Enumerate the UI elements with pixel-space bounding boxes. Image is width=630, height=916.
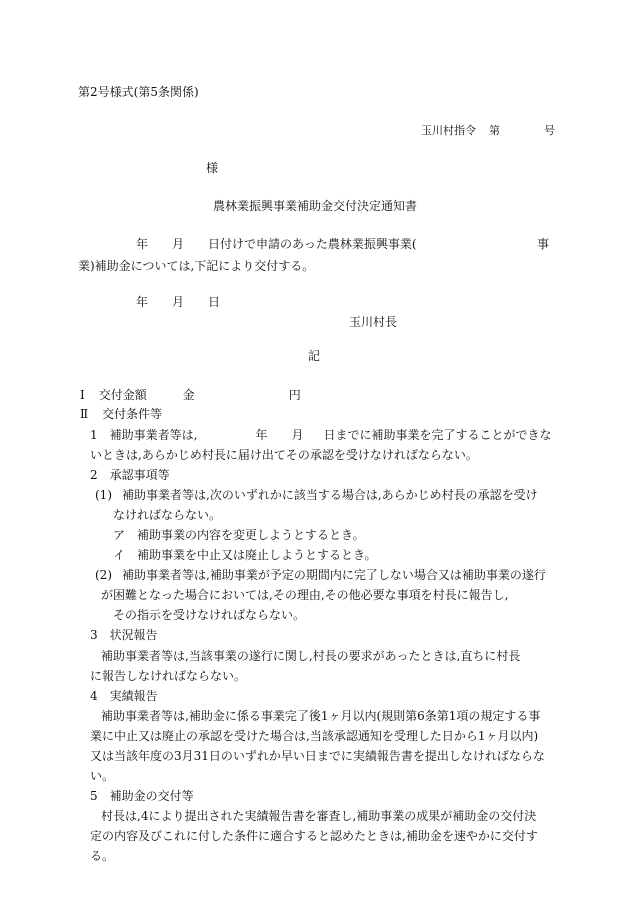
directive-number-line <box>421 121 555 141</box>
intro-month: 月 <box>172 237 185 251</box>
directive-prefix: 玉川村指令 <box>421 124 476 137</box>
item-1-month: 月 <box>291 428 304 442</box>
item-1-line-1 <box>90 425 552 445</box>
item-1-num: 1 <box>90 428 98 442</box>
item-2-p1-line-2: なければならない。 <box>113 508 222 522</box>
item-4-line-2: 業に中止又は廃止の承認を受けた場合は,当該承認通知を受理した日から1ヶ月以内) <box>90 729 539 743</box>
item-4-heading: 4 実績報告 <box>90 689 158 703</box>
item-1-text-a: 補助事業者等は, <box>109 428 198 442</box>
item-4-line-4: い。 <box>90 769 115 783</box>
item-3-line-2: に報告しなければならない。 <box>90 669 247 683</box>
date-month: 月 <box>172 295 185 309</box>
item-2-heading: 2 承認事項等 <box>90 468 170 482</box>
addressee-suffix: 様 <box>206 161 219 175</box>
item-2-p2-line-1 <box>95 565 546 585</box>
intro-jigyo-tail: 事 <box>537 237 550 251</box>
section-2-label: 交付条件等 <box>102 407 163 421</box>
directive-go: 号 <box>544 124 555 137</box>
item-2-p2-line-3: その指示を受けなければならない。 <box>113 608 306 622</box>
intro-line-1 <box>136 234 417 254</box>
item-2-p1-line-1 <box>95 485 538 505</box>
item-1-text-b: 日までに補助事業を完了することができな <box>323 428 552 442</box>
item-3-heading: 3 状況報告 <box>90 628 158 642</box>
section-2-numeral: Ⅱ <box>80 407 89 421</box>
intro-year: 年 <box>136 237 149 251</box>
item-3-line-1: 補助事業者等は,当該事業の遂行に関し,村長の要求があったときは,直ちに村長 <box>101 649 521 663</box>
date-day: 日 <box>208 295 221 309</box>
date-year: 年 <box>136 295 149 309</box>
item-2-p2-num: (2) <box>95 568 112 582</box>
item-5-heading: 5 補助金の交付等 <box>90 789 194 803</box>
intro-line-2: 業)補助金については,下記により交付する。 <box>78 259 315 273</box>
section-1-line <box>80 385 301 405</box>
item-2-p1-num: (1) <box>95 488 112 502</box>
item-4-line-1: 補助事業者等は,補助金に係る事業完了後1ヶ月以内(規則第6条第1項の規定する事 <box>101 709 541 723</box>
item-2-sub-a: ア 補助事業の内容を変更しようとするとき。 <box>113 528 365 542</box>
section-1-label: 交付金額 <box>98 388 147 402</box>
item-5-line-1: 村長は,4により提出された実績報告書を審査し,補助事業の成果が補助金の交付決 <box>101 809 537 823</box>
form-number: 第2号様式(第5条関係) <box>78 85 199 99</box>
item-1-year: 年 <box>255 428 268 442</box>
item-4-line-3: 又は当該年度の3月31日のいずれか早い日までに実績報告書を提出しなければならな <box>90 749 545 763</box>
section-1-numeral: Ⅰ <box>80 388 85 402</box>
document-title: 農林業振興事業補助金交付決定通知書 <box>213 199 418 213</box>
item-5-line-3: る。 <box>90 849 115 863</box>
intro-day-text: 日付けで申請のあった農林業振興事業( <box>208 237 417 251</box>
section-1-en: 円 <box>288 388 301 402</box>
item-5-line-2: 定の内容及びこれに付した条件に適合すると認めたときは,補助金を速やかに交付す <box>90 829 538 843</box>
directive-dai: 第 <box>489 124 500 137</box>
item-2-p1-text: 補助事業者等は,次のいずれかに該当する場合は,あらかじめ村長の承認を受け <box>122 488 538 502</box>
item-2-p2-text: 補助事業者等は,補助事業が予定の期間内に完了しない場合又は補助事業の遂行 <box>122 568 546 582</box>
section-2-line <box>80 404 162 424</box>
date-line <box>136 292 220 312</box>
item-2-sub-i: イ 補助事業を中止又は廃止しようとするとき。 <box>113 548 377 562</box>
item-2-p2-line-2: が困難となった場合においては,その理由,その他必要な事項を村長に報告し, <box>101 588 509 602</box>
section-1-kin: 金 <box>182 388 195 402</box>
item-1-line-2: いときは,あらかじめ村長に届け出てその承認を受けなければならない。 <box>90 448 478 462</box>
ki-heading: 記 <box>308 349 321 363</box>
issuer: 玉川村長 <box>349 315 398 329</box>
